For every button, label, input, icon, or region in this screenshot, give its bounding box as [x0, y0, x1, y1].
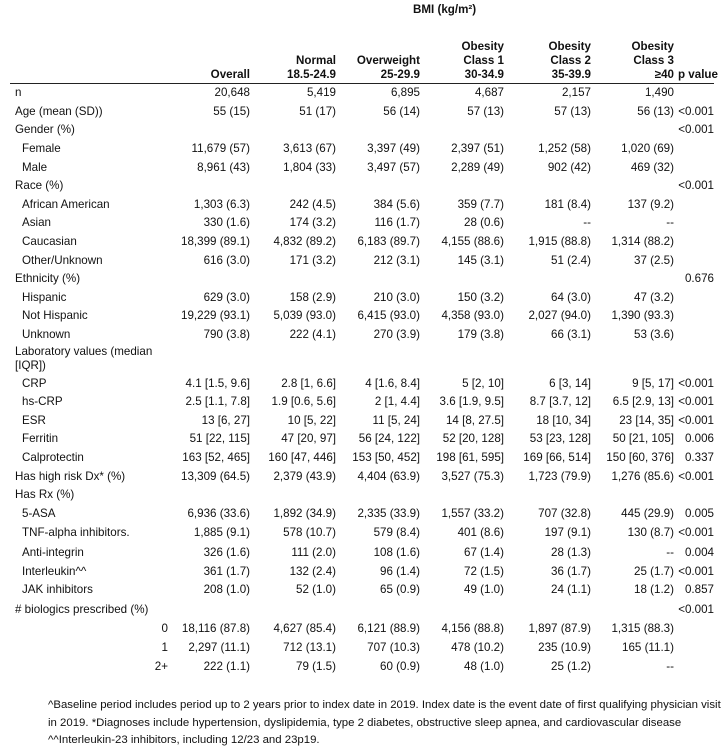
value-cell: 4,627 (85.4): [273, 622, 336, 636]
value-cell: 52 [20, 128]: [442, 432, 504, 446]
value-cell: 20,648: [168, 84, 254, 103]
value-cell: 132 (2.4): [289, 564, 336, 578]
value-cell: 1,723 (79.9): [528, 469, 591, 483]
p-value-cell: <0.001: [678, 413, 714, 427]
value-cell: 1,897 (87.9): [528, 622, 591, 636]
table-row: [10, 344, 714, 374]
row-label: 5-ASA: [22, 506, 56, 520]
value-cell: 629 (3.0): [203, 290, 250, 304]
value-cell: 2,397 (51): [451, 142, 504, 156]
value-cell: [340, 177, 424, 196]
value-cell: 51 (17): [299, 104, 336, 118]
value-cell: 9 [5, 17]: [632, 376, 674, 390]
value-cell: 4.1 [1.5, 9.6]: [185, 376, 250, 390]
value-cell: 179 (3.8): [457, 328, 504, 342]
value-cell: [168, 599, 254, 620]
value-cell: 145 (3.1): [457, 253, 504, 267]
value-cell: 4 [1.6, 8.4]: [365, 376, 420, 390]
value-cell: 712 (13.1): [283, 640, 336, 654]
table-row: [10, 486, 714, 505]
value-cell: 47 (3.2): [634, 290, 674, 304]
table-row: [10, 158, 714, 177]
value-cell: [595, 344, 678, 374]
table-row: [10, 214, 714, 233]
value-cell: 1,490: [595, 84, 678, 103]
table-row: [10, 289, 714, 308]
row-label: African American: [22, 197, 110, 211]
p-value-cell: [678, 140, 714, 159]
value-cell: [595, 121, 678, 140]
value-cell: 5,039 (93.0): [273, 309, 336, 323]
table-row: [10, 140, 714, 159]
p-value-cell: <0.001: [678, 104, 714, 118]
value-cell: 235 (10.9): [538, 640, 591, 654]
row-label: Caucasian: [22, 235, 77, 249]
p-value-cell: [678, 639, 714, 658]
value-cell: 5 [2, 10]: [462, 376, 504, 390]
value-cell: 4,404 (63.9): [357, 469, 420, 483]
value-cell: 1,252 (58): [538, 142, 591, 156]
row-label: Ethnicity (%): [15, 272, 81, 286]
p-value-cell: <0.001: [678, 376, 714, 390]
column-header-obesity-class-2: Obesity Class 2 35-39.9: [548, 40, 591, 81]
value-cell: 707 (10.3): [367, 640, 420, 654]
value-cell: 64 (3.0): [551, 290, 591, 304]
row-label: Has Rx (%): [15, 488, 75, 502]
value-cell: 578 (10.7): [283, 526, 336, 540]
value-cell: 401 (8.6): [457, 526, 504, 540]
value-cell: 51 [22, 115]: [189, 432, 250, 446]
p-value-cell: [678, 344, 714, 374]
table-row: [10, 412, 714, 431]
value-cell: 169 [66, 514]: [523, 450, 591, 464]
p-value-cell: [678, 289, 714, 308]
value-cell: 384 (5.6): [373, 197, 420, 211]
value-cell: 47 [20, 97]: [281, 432, 336, 446]
value-cell: 2 [1, 4.4]: [374, 395, 420, 409]
value-cell: 66 (3.1): [551, 328, 591, 342]
table-row: [10, 326, 714, 345]
row-label: hs-CRP: [22, 395, 63, 409]
value-cell: 6,183 (89.7): [357, 235, 420, 249]
table-row: [10, 620, 714, 639]
p-value-cell: <0.001: [678, 526, 714, 540]
baseline-characteristics-table: [10, 28, 718, 676]
value-cell: 174 (3.2): [289, 216, 336, 230]
column-header-obesity-class-3: Obesity Class 3 ≥40: [631, 40, 674, 81]
value-cell: 130 (8.7): [627, 526, 674, 540]
value-cell: 1,276 (85.6): [611, 469, 674, 483]
row-label: Male: [22, 160, 48, 174]
value-cell: 52 (1.0): [296, 583, 336, 597]
row-label: Laboratory values (median [IQR]): [15, 345, 153, 373]
value-cell: --: [666, 659, 674, 673]
value-cell: 23 [14, 35]: [619, 413, 674, 427]
row-label: Female: [22, 142, 61, 156]
value-cell: [254, 344, 340, 374]
value-cell: 116 (1.7): [374, 216, 420, 230]
table-row: [10, 84, 714, 103]
value-cell: 222 (4.1): [289, 328, 336, 342]
value-cell: [340, 599, 424, 620]
value-cell: --: [666, 545, 674, 559]
value-cell: 111 (2.0): [291, 545, 336, 559]
column-header-label: [10, 28, 168, 84]
row-label: Race (%): [15, 179, 64, 193]
value-cell: 1,804 (33): [283, 160, 336, 174]
value-cell: 137 (9.2): [627, 197, 674, 211]
value-cell: 1,303 (6.3): [193, 197, 250, 211]
value-cell: 1,885 (9.1): [193, 526, 250, 540]
value-cell: 53 (3.6): [634, 328, 674, 342]
bmi-group-header: BMI (kg/m²): [413, 3, 477, 16]
value-cell: 1,557 (33.2): [441, 506, 504, 520]
table-body: [10, 84, 714, 676]
value-cell: [508, 121, 595, 140]
value-cell: 96 (1.4): [380, 564, 420, 578]
value-cell: 2,027 (94.0): [528, 309, 591, 323]
value-cell: 11,679 (57): [191, 142, 250, 156]
value-cell: [508, 177, 595, 196]
value-cell: [424, 177, 508, 196]
row-label: Ferritin: [22, 432, 59, 446]
value-cell: 3,497 (57): [367, 160, 420, 174]
value-cell: 242 (4.5): [289, 197, 336, 211]
value-cell: 25 (1.2): [551, 659, 591, 673]
value-cell: 2,335 (33.9): [357, 506, 420, 520]
value-cell: 4,687: [424, 84, 508, 103]
row-label: Age (mean (SD)): [15, 104, 103, 118]
value-cell: 160 [47, 446]: [268, 450, 336, 464]
value-cell: 13 [6, 27]: [201, 413, 250, 427]
p-value-cell: 0.005: [684, 506, 714, 520]
value-cell: 1,315 (88.3): [611, 622, 674, 636]
table-row: [10, 467, 714, 486]
value-cell: 6 [3, 14]: [549, 376, 591, 390]
value-cell: 579 (8.4): [373, 526, 420, 540]
value-cell: 1,915 (88.8): [528, 235, 591, 249]
p-value-cell: <0.001: [678, 602, 714, 616]
value-cell: 4,358 (93.0): [441, 309, 504, 323]
row-label: TNF-alpha inhibitors.: [22, 526, 130, 540]
row-label: Gender (%): [15, 123, 75, 137]
row-label: Other/Unknown: [22, 253, 103, 267]
value-cell: 208 (1.0): [203, 583, 250, 597]
value-cell: 3,397 (49): [367, 142, 420, 156]
table-row: [10, 599, 714, 620]
value-cell: 28 (0.6): [464, 216, 504, 230]
value-cell: 326 (1.6): [203, 545, 250, 559]
value-cell: [254, 270, 340, 289]
column-header-obesity-class-1: Obesity Class 1 30-34.9: [461, 40, 504, 81]
value-cell: 158 (2.9): [289, 290, 336, 304]
value-cell: 18 [10, 34]: [536, 413, 591, 427]
column-header-p-value: p value: [678, 68, 718, 81]
value-cell: [254, 121, 340, 140]
table-row: [10, 374, 714, 393]
value-cell: 3.6 [1.9, 9.5]: [439, 395, 504, 409]
value-cell: 181 (8.4): [544, 197, 591, 211]
value-cell: 6,121 (88.9): [357, 622, 420, 636]
value-cell: 197 (9.1): [544, 526, 591, 540]
value-cell: 2,289 (49): [451, 160, 504, 174]
value-cell: 1,314 (88.2): [611, 235, 674, 249]
value-cell: [595, 270, 678, 289]
value-cell: 2,297 (11.1): [188, 640, 250, 654]
value-cell: 6,936 (33.6): [187, 506, 250, 520]
table-row: [10, 657, 714, 676]
value-cell: 1,892 (34.9): [273, 506, 336, 520]
value-cell: 4,155 (88.6): [441, 235, 504, 249]
table-row: [10, 307, 714, 326]
table-row: [10, 393, 714, 412]
value-cell: 19,229 (93.1): [181, 309, 250, 323]
value-cell: 3,527 (75.3): [441, 469, 504, 483]
value-cell: [508, 599, 595, 620]
value-cell: 51 (2.4): [551, 253, 591, 267]
row-label: 2+: [154, 659, 168, 673]
value-cell: 57 (13): [467, 104, 504, 118]
p-value-cell: <0.001: [678, 123, 714, 137]
value-cell: 210 (3.0): [373, 290, 420, 304]
p-value-cell: [678, 326, 714, 345]
value-cell: 1,020 (69): [621, 142, 674, 156]
value-cell: 2,157: [508, 84, 595, 103]
value-cell: [340, 270, 424, 289]
row-label: Interleukin^^: [22, 564, 87, 578]
value-cell: 270 (3.9): [373, 328, 420, 342]
table-row: [10, 449, 714, 468]
table-row: [10, 196, 714, 215]
value-cell: 14 [8, 27.5]: [445, 413, 504, 427]
p-value-cell: [678, 657, 714, 676]
value-cell: 198 [61, 595]: [436, 450, 504, 464]
value-cell: 28 (1.3): [551, 545, 591, 559]
value-cell: 707 (32.8): [538, 506, 591, 520]
value-cell: 165 (11.1): [622, 640, 674, 654]
value-cell: 56 (13): [637, 104, 674, 118]
table-row: [10, 562, 714, 581]
row-label: # biologics prescribed (%): [15, 602, 149, 616]
value-cell: 5,419: [254, 84, 340, 103]
value-cell: 56 [24, 122]: [358, 432, 420, 446]
value-cell: 50 [21, 105]: [612, 432, 674, 446]
value-cell: 902 (42): [547, 160, 591, 174]
p-value-cell: [678, 486, 714, 505]
value-cell: 222 (1.1): [203, 659, 250, 673]
p-value-cell: <0.001: [678, 469, 714, 483]
p-value-cell: <0.001: [678, 395, 714, 409]
row-label: Not Hispanic: [22, 309, 88, 323]
value-cell: [595, 486, 678, 505]
table-row: [10, 103, 714, 122]
value-cell: 37 (2.5): [634, 253, 674, 267]
value-cell: 65 (0.9): [380, 583, 420, 597]
value-cell: [424, 270, 508, 289]
value-cell: [254, 486, 340, 505]
value-cell: 616 (3.0): [203, 253, 250, 267]
value-cell: [595, 599, 678, 620]
value-cell: 171 (3.2): [289, 253, 336, 267]
value-cell: [595, 177, 678, 196]
table-footnote: ^Baseline period includes period up to 2 years prior to index date in 2019. Index date is the event date of first qualifying physician visit in 2019. *Diagnoses include hypertension, dyslipidemia, type 2 diabetes, obstructive sleep apnea, and cardiovascular disease ^^Interleukin-23 inhibitors, including 12/23 and 23p19.: [48, 699, 721, 746]
value-cell: [424, 344, 508, 374]
p-value-cell: [678, 251, 714, 270]
value-cell: 469 (32): [630, 160, 674, 174]
p-value-cell: <0.001: [678, 179, 714, 193]
p-value-cell: [678, 620, 714, 639]
value-cell: 49 (1.0): [464, 583, 504, 597]
table-row: [10, 430, 714, 449]
value-cell: 53 [23, 128]: [529, 432, 591, 446]
value-cell: 2.5 [1.1, 7.8]: [185, 395, 250, 409]
value-cell: 1,390 (93.3): [611, 309, 674, 323]
table-row: [10, 639, 714, 658]
value-cell: 150 [60, 376]: [606, 450, 674, 464]
value-cell: [340, 344, 424, 374]
value-cell: 2,379 (43.9): [273, 469, 336, 483]
value-cell: 2.8 [1, 6.6]: [281, 376, 336, 390]
value-cell: 60 (0.9): [380, 659, 420, 673]
value-cell: 4,156 (88.8): [441, 622, 504, 636]
value-cell: 10 [5, 22]: [287, 413, 336, 427]
value-cell: [168, 177, 254, 196]
value-cell: [340, 486, 424, 505]
table-row: [10, 504, 714, 523]
value-cell: 72 (1.5): [464, 564, 504, 578]
value-cell: 212 (3.1): [373, 253, 420, 267]
table-row: [10, 270, 714, 289]
value-cell: [424, 486, 508, 505]
value-cell: 67 (1.4): [464, 545, 504, 559]
value-cell: [168, 344, 254, 374]
row-label: 0: [161, 622, 168, 636]
value-cell: 13,309 (64.5): [181, 469, 250, 483]
table-row: [10, 544, 714, 563]
p-value-cell: [678, 158, 714, 177]
value-cell: 24 (1.1): [551, 583, 591, 597]
value-cell: --: [583, 216, 591, 230]
value-cell: 56 (14): [383, 104, 420, 118]
value-cell: 18,399 (89.1): [181, 235, 250, 249]
value-cell: [168, 270, 254, 289]
table-header-row: [10, 28, 714, 84]
value-cell: [424, 599, 508, 620]
value-cell: 11 [5, 24]: [372, 413, 420, 427]
row-label: JAK inhibitors: [22, 583, 93, 597]
row-label: Asian: [22, 216, 52, 230]
value-cell: 6,895: [340, 84, 424, 103]
p-value-cell: [678, 307, 714, 326]
value-cell: 8.7 [3.7, 12]: [529, 395, 591, 409]
value-cell: [254, 177, 340, 196]
p-value-cell: [678, 84, 714, 103]
value-cell: 3,613 (67): [283, 142, 336, 156]
value-cell: 153 [50, 452]: [352, 450, 420, 464]
value-cell: 359 (7.7): [457, 197, 504, 211]
column-header-normal: Normal 18.5-24.9: [287, 54, 336, 81]
value-cell: 330 (1.6): [203, 216, 250, 230]
table-row: [10, 581, 714, 600]
table-row: [10, 233, 714, 252]
value-cell: [508, 344, 595, 374]
p-value-cell: [678, 233, 714, 252]
p-value-cell: [678, 214, 714, 233]
value-cell: 361 (1.7): [203, 564, 250, 578]
p-value-cell: 0.857: [684, 583, 714, 597]
value-cell: 163 [52, 465]: [182, 450, 250, 464]
value-cell: 478 (10.2): [451, 640, 504, 654]
value-cell: 445 (29.9): [621, 506, 674, 520]
value-cell: 48 (1.0): [464, 659, 504, 673]
p-value-cell: 0.006: [684, 432, 714, 446]
value-cell: 150 (3.2): [457, 290, 504, 304]
value-cell: 55 (15): [213, 104, 250, 118]
table-row: [10, 177, 714, 196]
value-cell: 79 (1.5): [296, 659, 336, 673]
value-cell: 8,961 (43): [197, 160, 250, 174]
row-label: Anti-integrin: [22, 545, 84, 559]
p-value-cell: <0.001: [678, 564, 714, 578]
value-cell: 6,415 (93.0): [357, 309, 420, 323]
value-cell: [340, 121, 424, 140]
value-cell: [168, 486, 254, 505]
row-label: Unknown: [22, 328, 71, 342]
p-value-cell: 0.337: [684, 450, 714, 464]
value-cell: 18 (1.2): [634, 583, 674, 597]
table-row: [10, 121, 714, 140]
value-cell: --: [666, 216, 674, 230]
p-value-cell: [678, 196, 714, 215]
row-label: Calprotectin: [22, 450, 84, 464]
row-label: Hispanic: [22, 290, 67, 304]
value-cell: [508, 270, 595, 289]
value-cell: [424, 121, 508, 140]
row-label: CRP: [22, 376, 47, 390]
value-cell: [168, 121, 254, 140]
value-cell: [508, 486, 595, 505]
p-value-cell: 0.004: [684, 545, 714, 559]
row-label: n: [10, 84, 168, 103]
row-label: 1: [161, 640, 168, 654]
value-cell: 4,832 (89.2): [273, 235, 336, 249]
p-value-cell: 0.676: [684, 272, 714, 286]
value-cell: 18,116 (87.8): [181, 622, 250, 636]
value-cell: 36 (1.7): [551, 564, 591, 578]
column-header-overweight: Overweight 25-29.9: [356, 54, 420, 81]
value-cell: 57 (13): [554, 104, 591, 118]
table-row: [10, 523, 714, 544]
row-label: Has high risk Dx* (%): [15, 469, 126, 483]
value-cell: 1.9 [0.6, 5.6]: [271, 395, 336, 409]
table-row: [10, 251, 714, 270]
value-cell: 108 (1.6): [373, 545, 420, 559]
value-cell: 790 (3.8): [203, 328, 250, 342]
row-label: ESR: [22, 413, 46, 427]
value-cell: [254, 599, 340, 620]
value-cell: 6.5 [2.9, 13]: [612, 395, 674, 409]
column-header-overall: Overall: [210, 68, 250, 81]
value-cell: 25 (1.7): [634, 564, 674, 578]
